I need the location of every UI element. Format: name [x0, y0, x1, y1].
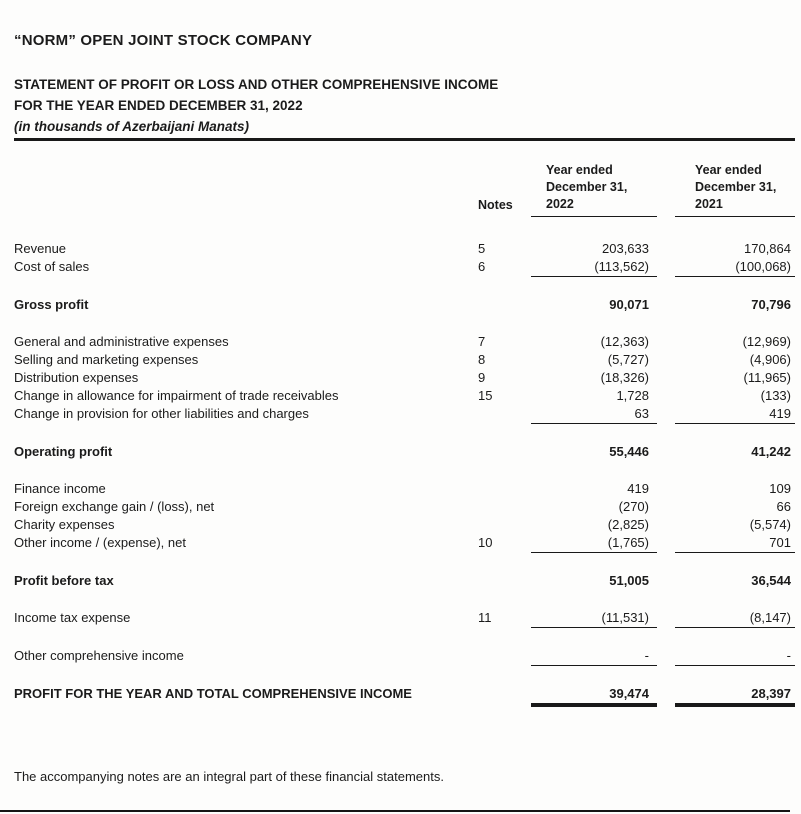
- row-value-2021: 70,796: [751, 297, 791, 312]
- row-value-2021: (100,068): [675, 258, 795, 277]
- row-notes: 11: [478, 610, 492, 625]
- row-notes: 8: [478, 352, 486, 367]
- statement-heading: [14, 74, 795, 141]
- company-title: “NORM” OPEN JOINT STOCK COMPANY: [14, 32, 313, 49]
- row-notes: [467, 443, 531, 461]
- row-label: Profit before tax: [14, 573, 114, 588]
- row-notes: [467, 296, 531, 314]
- row-value-2022: 1,728: [616, 388, 649, 403]
- row-notes: 15: [478, 388, 493, 403]
- table-row-charity-expenses: [14, 516, 795, 534]
- table-header-row: [14, 162, 795, 217]
- row-label: Distribution expenses: [14, 370, 139, 385]
- row-notes: [467, 516, 531, 534]
- row-label: Cost of sales: [14, 259, 90, 274]
- row-value-2022: (113,562): [531, 258, 657, 277]
- table-row-general-admin-expenses: [14, 333, 795, 351]
- table-row-change-provision-liabilities: [14, 405, 795, 424]
- row-notes: 6: [478, 259, 486, 274]
- income-statement-table: [14, 240, 795, 704]
- row-value-2021: 419: [675, 405, 795, 424]
- row-value-2021: 170,864: [744, 241, 791, 256]
- header-year-2021-line1: Year ended: [695, 163, 762, 177]
- row-value-2022: (12,363): [600, 334, 649, 349]
- row-notes: 7: [478, 334, 486, 349]
- row-label: Other income / (expense), net: [14, 535, 186, 550]
- row-label: Income tax expense: [14, 610, 131, 625]
- statement-period: FOR THE YEAR ENDED DECEMBER 31, 2022: [14, 98, 303, 113]
- row-value-2021: (133): [760, 388, 791, 403]
- table-row-cost-of-sales: [14, 258, 795, 277]
- row-value-2022: -: [531, 647, 657, 666]
- table-row-revenue: [14, 240, 795, 258]
- row-value-2021: 28,397: [675, 685, 795, 704]
- row-label: Selling and marketing expenses: [14, 352, 199, 367]
- row-value-2022: 55,446: [609, 444, 649, 459]
- table-row-selling-marketing-expenses: [14, 351, 795, 369]
- table-row-operating-profit: [14, 443, 795, 461]
- row-value-2021: (12,969): [742, 334, 791, 349]
- row-value-2022: 51,005: [609, 573, 649, 588]
- row-value-2021: (4,906): [749, 352, 791, 367]
- row-notes: [467, 405, 531, 424]
- row-label: Other comprehensive income: [14, 648, 184, 663]
- row-notes: [467, 685, 531, 704]
- row-value-2022: 63: [531, 405, 657, 424]
- row-value-2022: (18,326): [600, 370, 649, 385]
- row-notes: [467, 480, 531, 498]
- currency-note: (in thousands of Azerbaijani Manats): [14, 116, 795, 141]
- row-value-2022: (2,825): [607, 517, 649, 532]
- row-value-2022: (11,531): [531, 609, 657, 628]
- table-row-finance-income: [14, 480, 795, 498]
- row-label: Operating profit: [14, 444, 113, 459]
- row-value-2021: (5,574): [749, 517, 791, 532]
- row-value-2021: (11,965): [743, 370, 791, 385]
- row-label: Change in provision for other liabilities and charges: [14, 406, 309, 421]
- table-row-profit-for-the-year: [14, 685, 795, 704]
- row-value-2022: 39,474: [531, 685, 657, 704]
- row-notes: 5: [478, 241, 486, 256]
- row-notes: [467, 647, 531, 666]
- row-value-2022: (270): [618, 499, 649, 514]
- row-value-2022: 419: [627, 481, 649, 496]
- header-notes: Notes: [478, 198, 513, 212]
- row-label: Foreign exchange gain / (loss), net: [14, 499, 215, 514]
- table-row-other-comprehensive-income: [14, 647, 795, 666]
- row-label: Change in allowance for impairment of trade receivables: [14, 388, 339, 403]
- row-label: General and administrative expenses: [14, 334, 229, 349]
- table-row-change-allowance-impairment: [14, 387, 795, 405]
- table-row-income-tax-expense: [14, 609, 795, 628]
- row-label: Finance income: [14, 481, 106, 496]
- row-notes: [467, 498, 531, 516]
- header-year-2022-line2: December 31,: [546, 180, 628, 194]
- table-row-other-income-expense: [14, 534, 795, 553]
- header-year-2022-line3: 2022: [546, 197, 574, 211]
- row-value-2021: 701: [675, 534, 795, 553]
- table-row-foreign-exchange: [14, 498, 795, 516]
- header-year-2021-line2: December 31,: [695, 180, 777, 194]
- row-value-2022: (1,765): [531, 534, 657, 553]
- row-value-2021: (8,147): [675, 609, 795, 628]
- header-year-2021: [675, 162, 795, 217]
- table-row-gross-profit: [14, 296, 795, 314]
- page-bottom-rule: [0, 810, 790, 813]
- row-notes: [467, 572, 531, 590]
- row-notes: 9: [478, 370, 486, 385]
- row-value-2021: 66: [776, 499, 791, 514]
- row-value-2022: 90,071: [609, 297, 649, 312]
- row-label: Charity expenses: [14, 517, 115, 532]
- table-row-profit-before-tax: [14, 572, 795, 590]
- row-label: Gross profit: [14, 297, 89, 312]
- header-year-2022-line1: Year ended: [546, 163, 613, 177]
- row-label: Revenue: [14, 241, 67, 256]
- header-year-2021-line3: 2021: [695, 197, 723, 211]
- row-value-2022: (5,727): [607, 352, 649, 367]
- table-row-distribution-expenses: [14, 369, 795, 387]
- header-year-2022: [531, 162, 657, 217]
- row-value-2021: 36,544: [751, 573, 791, 588]
- row-value-2021: -: [675, 647, 795, 666]
- footnote: The accompanying notes are an integral part of these financial statements.: [14, 769, 444, 784]
- row-value-2022: 203,633: [602, 241, 649, 256]
- statement-title: STATEMENT OF PROFIT OR LOSS AND OTHER COMPREHENSIVE INCOME: [14, 77, 499, 92]
- row-value-2021: 41,242: [751, 444, 791, 459]
- row-label: PROFIT FOR THE YEAR AND TOTAL COMPREHENSIVE INCOME: [14, 686, 412, 701]
- row-value-2021: 109: [769, 481, 791, 496]
- row-notes: 10: [478, 535, 493, 550]
